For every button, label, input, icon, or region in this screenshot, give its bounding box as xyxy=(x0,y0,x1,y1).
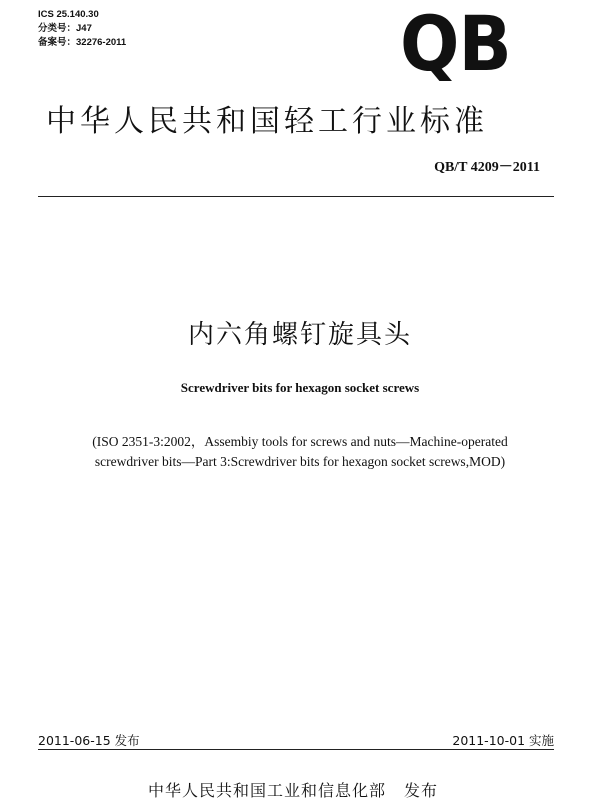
adoption-line-2: screwdriver bits—Part 3:Screwdriver bits for hexagon socket screws,MOD) xyxy=(94,454,506,469)
standard-number: QB/T 4209－2011 xyxy=(434,160,540,175)
qb-logo: QB xyxy=(400,0,511,88)
adoption-line-1: (ISO 2351-3:2002，Assembiy tools for screws and nuts—Machine-operated xyxy=(92,434,508,449)
publisher-action: 发布 xyxy=(404,781,439,800)
ics-code: ICS 25.140.30 xyxy=(38,9,99,20)
document-metadata xyxy=(38,8,126,50)
classification-number: 分类号：J47 xyxy=(38,23,92,34)
publisher-name: 中华人民共和国工业和信息化部 xyxy=(148,781,387,800)
top-divider xyxy=(38,196,554,197)
issue-date: 2011-06-15 发布 xyxy=(38,733,140,748)
filing-number: 备案号：32276-2011 xyxy=(38,37,127,48)
document-title-cn: 内六角螺钉旋具头 xyxy=(187,320,412,350)
implementation-date: 2011-10-01 实施 xyxy=(452,733,554,748)
org-title: 中华人民共和国轻工行业标准 xyxy=(46,104,488,139)
document-title-en: Screwdriver bits for hexagon socket screws xyxy=(180,380,420,395)
iso-adoption-note xyxy=(40,432,560,472)
bottom-divider xyxy=(38,749,554,750)
publisher-line xyxy=(148,778,438,801)
